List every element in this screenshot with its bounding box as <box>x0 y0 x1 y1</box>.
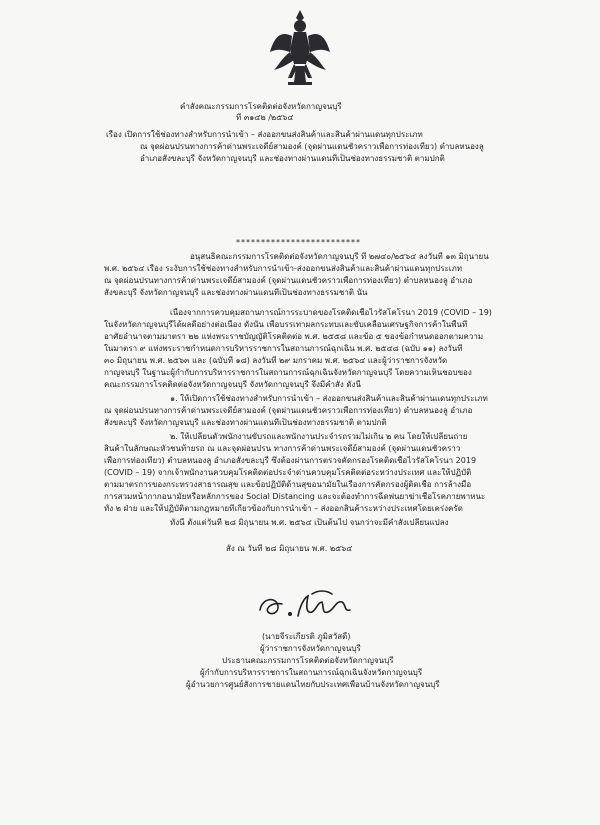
body-line: อนุสนธิคณะกรรมการโรคติดต่อจังหวัดกาญจนบุรี ที่ ๒๗๔๐/๒๕๖๔ ลงวันที่ ๑๓ มิถุนายน <box>190 252 489 261</box>
body-line: สังขละบุรี จังหวัดกาญจนบุรี และช่องทางผ่านแดนที่เป็นช่องทางธรรมชาติ นั้น <box>104 288 368 297</box>
signer-title: ผู้กำกับการบริหารราชการในสถานการณ์ฉุกเฉินจังหวัดกาญจนบุรี <box>200 668 423 677</box>
body-line: พ.ศ. ๒๕๖๔ เรื่อง ระงับการใช้ช่องทางสำหรับการนำเข้า-ส่งออกขนส่งสินค้าและสินค้าผ่านแดนทุกประเภท <box>104 264 463 273</box>
body-line: กาญจนบุรี ในฐานะผู้กำกับการบริหารราชการในสถานการณ์ฉุกเฉินจังหวัดกาญจนบุรี โดยความเห็นชอบของ <box>104 368 472 377</box>
separator: ************************* <box>236 238 361 247</box>
body-line: ๒. ให้เปลี่ยนตัวพนักงานขับรถและพนักงานประจำรถรวมไม่เกิน ๒ คน โดยให้เปลี่ยนถ่าย <box>170 432 468 441</box>
order-number: ที่ ๓๑๔๒ /๒๕๖๔ <box>236 113 294 122</box>
subject-line: อำเภอสังขละบุรี จังหวัดกาญจนบุรี และช่องทางผ่านแดนที่เป็นช่องทางธรรมชาติ ตามปกติ <box>140 154 445 163</box>
body-line: ณ จุดผ่อนปรนทางการค้าด่านพระเจดีย์สามองค์ (จุดผ่านแดนชั่วคราวเพื่อการท่องเที่ยว) ตำบลหนองลู อำเภอ <box>104 276 473 285</box>
body-line: สินค้าในลักษณะหัวชนท้ายรถ ณ และจุดผ่อนปรน ทางการค้าด่านพระเจดีย์สามองค์ (จุดผ่านแดนชั่วคราว <box>104 444 461 453</box>
signer-title: ประธานคณะกรรมการโรคติดต่อจังหวัดกาญจนบุรี <box>222 656 394 665</box>
body-line: สังขละบุรี จังหวัดกาญจนบุรี และช่องทางผ่านแดนที่เป็นช่องทางธรรมชาติ ตามปกติ <box>104 418 387 427</box>
body-line: อาศัยอำนาจตามมาตรา ๒๒ แห่งพระราชบัญญัติโรคติดต่อ พ.ศ. ๒๕๕๘ และข้อ ๕ ของข้อกำหนดออกตามความ <box>104 332 484 341</box>
body-line: ๑. ให้เปิดการใช้ช่องทางสำหรับการนำเข้า – ส่งออกขนส่งสินค้าและสินค้าผ่านแดนทุกประเภท <box>170 394 488 403</box>
subject-line: เรื่อง เปิดการใช้ช่องทางสำหรับการนำเข้า – ส่งออกขนส่งสินค้าและสินค้าผ่านแดนทุกประเภท <box>106 130 423 139</box>
body-line: ในจังหวัดกาญจนบุรีได้ผลดีอย่างต่อเนื่อง ดังนั้น เพื่อบรรเทาผลกระทบและขับเคลื่อนเศรษฐกิจการค้าในพื้นที่ <box>104 320 468 329</box>
body-line: ๓๐ มิถุนายน พ.ศ. ๒๕๖๓ และ (ฉบับที่ ๑๘) ลงวันที่ ๒๙ มกราคม พ.ศ. ๒๕๖๔ และผู้ว่าราชการจังหวัด <box>104 356 448 365</box>
garuda-emblem-icon <box>268 8 332 88</box>
body-line: ทั้งนี้ ตั้งแต่วันที่ ๒๘ มิถุนายน พ.ศ. ๒๕๖๔ เป็นต้นไป จนกว่าจะมีคำสั่งเปลี่ยนแปลง <box>170 518 449 527</box>
body-line: ณ จุดผ่อนปรนทางการค้าด่านพระเจดีย์สามองค์ (จุดผ่านแดนชั่วคราวเพื่อการท่องเที่ยว) ตำบลหนองลู อำเภอ <box>104 406 473 415</box>
body-line: เพื่อการท่องเที่ยว) ตำบลหนองลู อำเภอสังขละบุรี ซึ่งต้องผ่านการตรวจคัดกรองโรคติดเชื้อไวรัสโคโรนา 2019 <box>104 456 477 465</box>
body-line: ทั้ง ๒ ฝ่าย และให้ปฏิบัติตามกฎหมายที่เกี่ยวข้องกับการนำเข้า – ส่งออกสินค้าระหว่างประเทศโดยเคร่งครัด <box>104 504 463 513</box>
body-line: เนื่องจากการควบคุมสถานการณ์การระบาดของโรคติดเชื้อไวรัสโคโรนา 2019 (COVID – 19) <box>170 308 492 317</box>
signed-date: สั่ง ณ วันที่ ๒๘ มิถุนายน พ.ศ. ๒๕๖๔ <box>226 544 353 553</box>
signer-title: ผู้อำนวยการศูนย์สั่งการชายแดนไทยกับประเทศเพื่อนบ้านจังหวัดกาญจนบุรี <box>186 680 440 689</box>
body-line: ในมาตรา ๙ แห่งพระราชกำหนดการบริหารราชการในสถานการณ์ฉุกเฉิน พ.ศ. ๒๕๔๘ (ฉบับ ๑๑) ลงวันที่ <box>104 344 463 353</box>
body-line: การสวมหน้ากากอนามัยหรือหลักการของ Social Distancing และจะต้องทำการฉีดพ่นยาฆ่าเชื้อโรคภายพาหนะ <box>104 492 486 501</box>
signer-name: (นายจีระเกียรติ ภูมิสวัสดิ์) <box>262 632 351 641</box>
body-line: (COVID – 19) จากเจ้าพนักงานควบคุมโรคติดต่อประจำด่านควบคุมโรคติดต่อระหว่างประเทศ และให้ปฏิบัติ <box>104 468 472 477</box>
order-header: คำสั่งคณะกรรมการโรคติดต่อจังหวัดกาญจนบุรี <box>180 102 342 111</box>
body-line: ตามมาตรการของกระทรวงสาธารณสุข และข้อปฏิบัติด้านสุขอนามัยในเรื่องการคัดกรองผู้ติดเชื้อ การล้างมือ <box>104 480 472 489</box>
signer-title: ผู้ว่าราชการจังหวัดกาญจนบุรี <box>260 644 361 653</box>
body-line: คณะกรรมการโรคติดต่อจังหวัดกาญจนบุรี จังหวัดกาญจนบุรี จึงมีคำสั่ง ดังนี้ <box>104 380 361 389</box>
handwritten-signature-icon <box>252 588 372 624</box>
subject-line: ณ จุดผ่อนปรนทางการค้าด่านพระเจดีย์สามองค์ (จุดผ่านแดนชั่วคราวเพื่อการท่องเที่ยว) ตำบลหนองลู <box>140 142 484 151</box>
